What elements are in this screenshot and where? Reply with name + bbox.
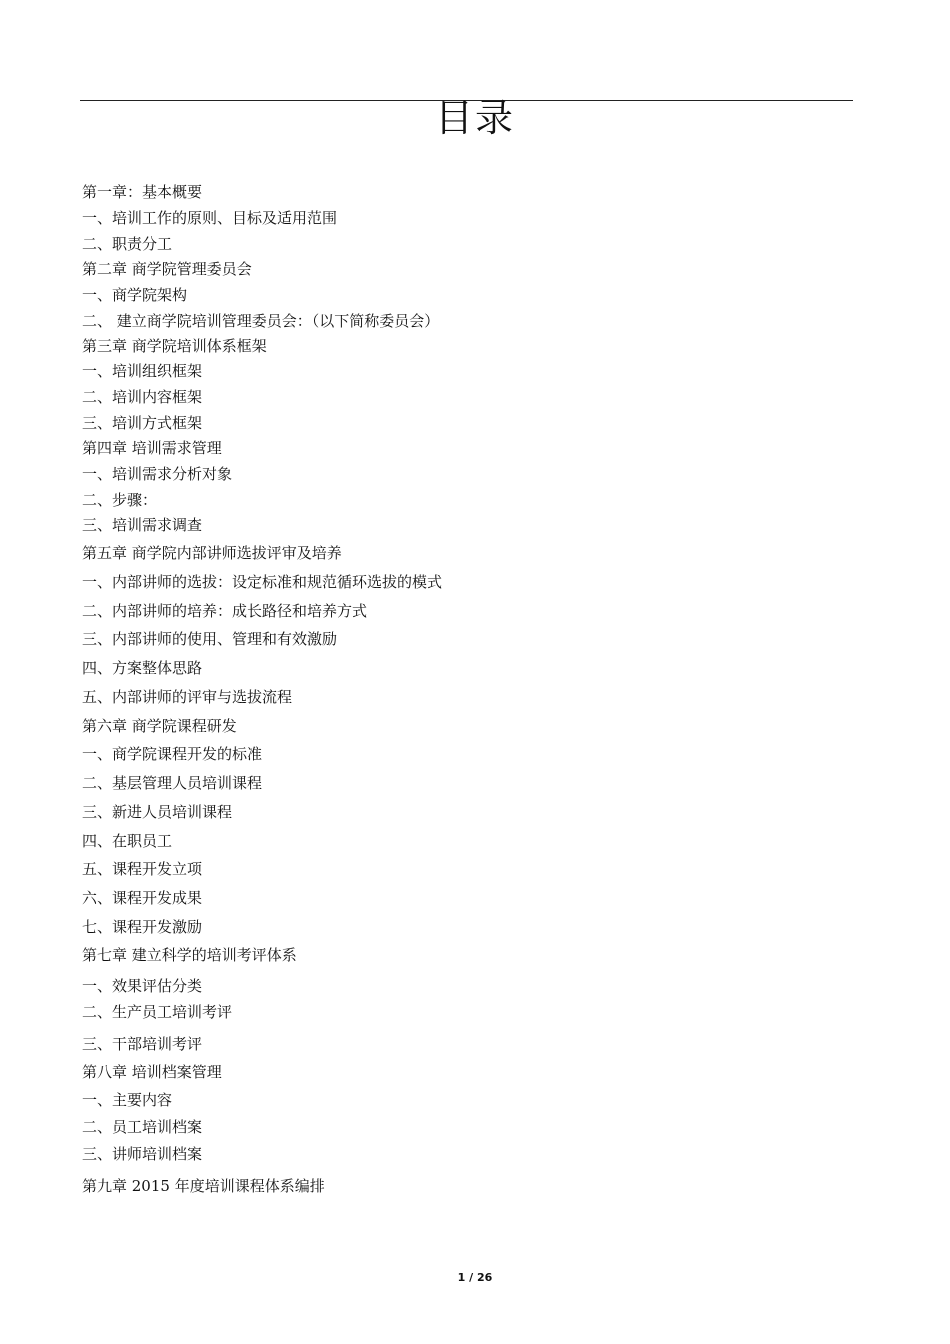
toc-item[interactable]: 一、商学院架构 [82,286,188,304]
toc-item[interactable]: 三、讲师培训档案 [82,1145,203,1163]
page-number: 1 / 26 [457,1271,493,1284]
toc-item[interactable]: 三、培训需求调查 [82,516,203,534]
toc-item[interactable]: 二、 建立商学院培训管理委员会：（以下简称委员会） [82,312,440,330]
toc-item[interactable]: 三、培训方式框架 [82,414,203,432]
toc-item[interactable]: 二、基层管理人员培训课程 [82,774,263,792]
toc-item[interactable]: 二、生产员工培训考评 [82,1003,233,1021]
toc-item[interactable]: 二、职责分工 [82,235,173,253]
toc-item[interactable]: 二、内部讲师的培养：成长路径和培养方式 [82,602,368,620]
toc-item[interactable]: 一、主要内容 [82,1091,173,1109]
toc-item[interactable]: 一、培训工作的原则、目标及适用范围 [82,209,338,227]
toc-item[interactable]: 五、课程开发立项 [82,860,203,878]
toc-item[interactable]: 二、步骤： [82,491,158,509]
toc-chapter-9[interactable]: 第九章 2015 年度培训课程体系编排 [82,1177,325,1195]
toc-item[interactable]: 一、培训组织框架 [82,362,203,380]
toc-chapter-7[interactable]: 第七章 建立科学的培训考评体系 [82,946,297,964]
toc-item[interactable]: 四、方案整体思路 [82,659,203,677]
toc-item[interactable]: 一、内部讲师的选拔：设定标准和规范循环选拔的模式 [82,573,443,591]
toc-chapter-6[interactable]: 第六章 商学院课程研发 [82,717,237,735]
toc-chapter-2[interactable]: 第二章 商学院管理委员会 [82,260,252,278]
toc-item[interactable]: 一、培训需求分析对象 [82,465,233,483]
toc-item[interactable]: 三、内部讲师的使用、管理和有效激励 [82,630,338,648]
toc-item[interactable]: 五、内部讲师的评审与选拔流程 [82,688,293,706]
toc-chapter-3[interactable]: 第三章 商学院培训体系框架 [82,337,267,355]
toc-chapter-5[interactable]: 第五章 商学院内部讲师选拔评审及培养 [82,544,342,562]
toc-item[interactable]: 六、课程开发成果 [82,889,203,907]
toc-item[interactable]: 一、商学院课程开发的标准 [82,745,263,763]
toc-chapter-8[interactable]: 第八章 培训档案管理 [82,1063,222,1081]
toc-item[interactable]: 一、效果评估分类 [82,977,203,995]
toc-item[interactable]: 二、员工培训档案 [82,1118,203,1136]
toc-item[interactable]: 四、在职员工 [82,832,173,850]
toc-chapter-4[interactable]: 第四章 培训需求管理 [82,439,222,457]
toc-item[interactable]: 二、培训内容框架 [82,388,203,406]
toc-item[interactable]: 三、新进人员培训课程 [82,803,233,821]
toc-item[interactable]: 三、干部培训考评 [82,1035,203,1053]
toc-item[interactable]: 七、课程开发激励 [82,918,203,936]
toc-chapter-1[interactable]: 第一章：基本概要 [82,183,203,201]
toc-title: 目录 [434,96,515,140]
